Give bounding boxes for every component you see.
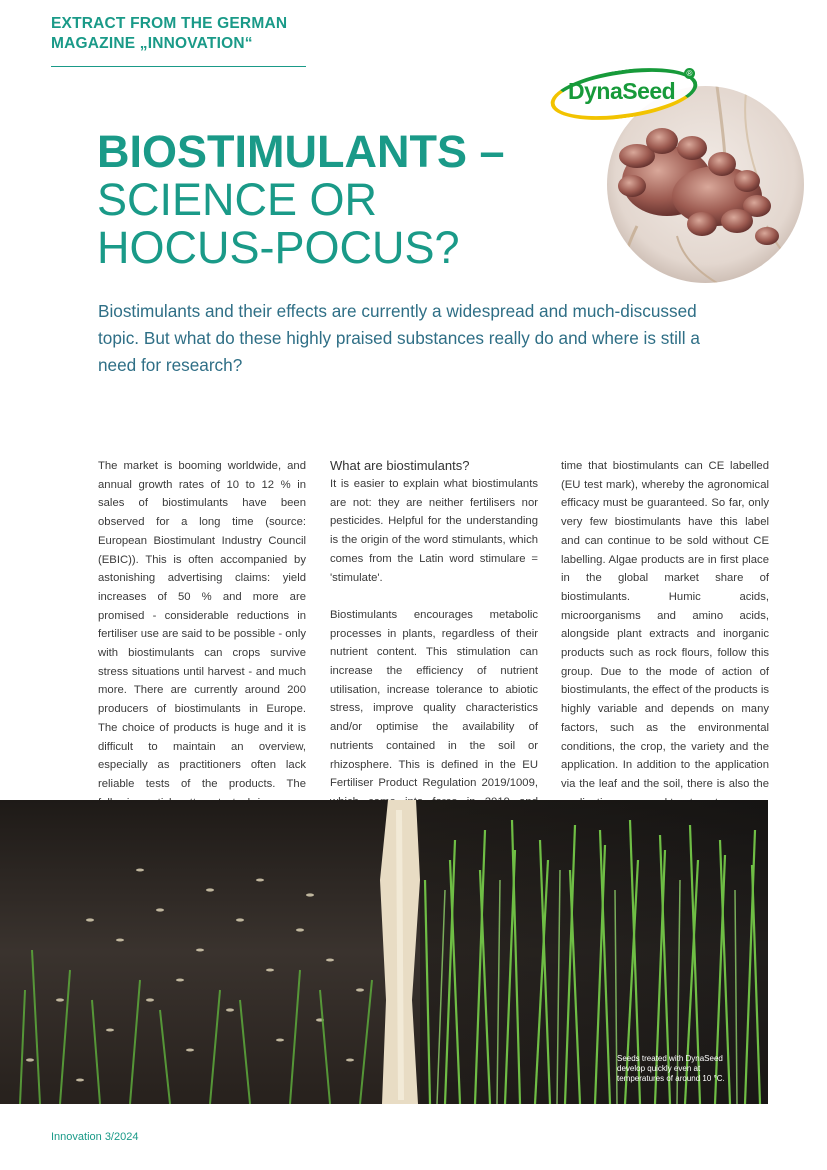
registered-mark-icon: ® (684, 68, 695, 79)
definition-paragraph: It is easier to explain what biostimulants are not: they are neither fertilisers nor pesticides. Helpful for the understanding is the origin of the word stimulants, which comes from the Latin word stimulare = 'stimulate'. (330, 478, 538, 584)
labelling-paragraph: time that biostimulants can CE labelled (EU test mark), whereby the agronomical efficacy must be guaranteed. So far, only very few biostimulants have this label and can continue to be sold without CE labelling. Algae products are in first place in the global market share of biostimulants. Humic acids, microorganisms and amino acids, alongside plant extracts and inorganic products such as rock flours, follow this group. Due to the mode of action of biostimulants, the effect of the products is highly variable and depends on many factors, such as the environmental conditions, the crop, the variety and the application. In addition to the application via the leaf and the soil, there is also the (561, 460, 769, 790)
title-line-2: SCIENCE OR (97, 174, 378, 225)
logo-text: DynaSeed (568, 78, 676, 104)
article-title (97, 128, 597, 272)
intro-paragraph: The market is booming worldwide, and annual growth rates of 10 to 12 % in sales of biostimulants have been observed for a long time (source: European Biostimulant Industry Council (EBIC)). This is often accompanied by astonishing advertising claims: yield increases of 50 % and more are promised - considerable reductions in fertiliser use are said to be possible - only with biostimulants can crops survive stress situations until harvest - and much more. There are currently around 200 producers of biostimulants in Europe. The choice of products is huge and it is difficult to maintain an overview, especially as practitioners often lack reliable tests of the products. The (98, 460, 306, 790)
kicker-divider (51, 66, 306, 67)
effects-paragraph: Biostimulants encourages metabolic processes in plants, regardless of their nutrient content. This stimulation can increase the efficiency of nutrient utilisation, increase tolerance to abiotic stress, improve quality characteristics and/or optimise the availability of nutrients contained in the soil or rhizosphere. This is defined in the EU Fertiliser Product Regulation 2019/1009, (330, 608, 538, 790)
text-column-2 (330, 457, 538, 849)
issue-footer: Innovation 3/2024 (51, 1131, 139, 1143)
photo-caption: Seeds treated with DynaSeed develop quickly even at temperatures of around 10 °C. (617, 1054, 725, 1083)
section-heading: What are biostimulants? (330, 458, 470, 473)
lead-paragraph: Biostimulants and their effects are currently a widespread and much-discussed topic. But what do these highly praised substances really do and where is still a need for research? (98, 301, 700, 375)
text-column-1 (98, 457, 306, 850)
title-line-3: HOCUS-POCUS? (97, 222, 460, 273)
dynaseed-logo (548, 66, 704, 116)
text-column-3 (561, 457, 769, 831)
magazine-kicker: EXTRACT FROM THE GERMAN MAGAZINE „INNOVATION“ (51, 15, 288, 52)
title-line-1: BIOSTIMULANTS – (97, 126, 505, 177)
